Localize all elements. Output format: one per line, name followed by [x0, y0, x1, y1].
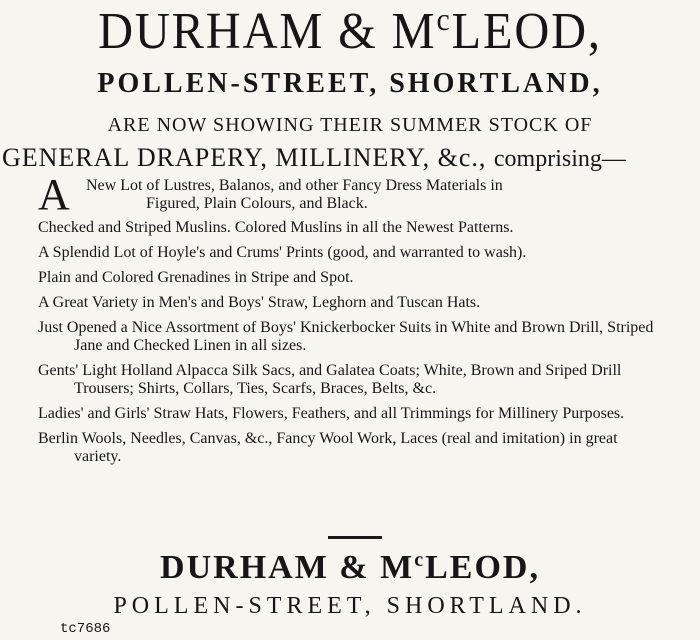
- stock-item-list: [38, 170, 668, 473]
- stock-item: [38, 170, 668, 219]
- stock-item-text: [38, 170, 668, 219]
- stock-item: Berlin Wools, Needles, Canvas, &c., Fancy Wool Work, Laces (real and imitation) in great variety.: [38, 430, 618, 465]
- footer-firm-name: [0, 547, 700, 589]
- firm-name-superscript: c: [436, 1, 452, 37]
- announcement-line: ARE NOW SHOWING THEIR SUMMER STOCK OF: [107, 114, 593, 136]
- divider-rule: [328, 536, 382, 539]
- stock-item: A Great Variety in Men's and Boys' Straw, Leghorn and Tuscan Hats.: [38, 294, 481, 311]
- stock-heading-tail: comprising—: [493, 146, 626, 172]
- footer-firm-superscript: c: [414, 549, 426, 571]
- reference-code: tc7686: [60, 621, 111, 637]
- firm-name-tail: LEOD,: [451, 3, 602, 60]
- drop-cap: A: [38, 170, 70, 219]
- stock-item: Checked and Striped Muslins. Colored Muslins in all the Newest Patterns.: [38, 219, 514, 236]
- stock-item: Plain and Colored Grenadines in Stripe and Spot.: [38, 269, 354, 286]
- footer-address: POLLEN-STREET, SHORTLAND.: [113, 593, 587, 619]
- stock-heading-main: GENERAL DRAPERY, MILLINERY, &c.,: [2, 143, 487, 172]
- footer-firm-main: DURHAM & M: [160, 549, 415, 586]
- footer-firm-tail: LEOD,: [425, 549, 540, 586]
- firm-name-heading: [25, 2, 676, 62]
- address-heading: POLLEN-STREET, SHORTLAND,: [97, 68, 603, 99]
- firm-name-main: DURHAM & M: [98, 3, 437, 60]
- stock-item-line: Figured, Plain Colours, and Black.: [146, 195, 368, 212]
- stock-item-line: New Lot of Lustres, Balanos, and other Fancy Dress Materials in: [86, 177, 503, 194]
- stock-item: Ladies' and Girls' Straw Hats, Flowers, Feathers, and all Trimmings for Millinery Purposes.: [38, 405, 625, 422]
- stock-item: A Splendid Lot of Hoyle's and Crums' Prints (good, and warranted to wash).: [38, 244, 527, 261]
- stock-item: Gents' Light Holland Alpacca Silk Sacs, and Galatea Coats; White, Brown and Sriped Drill Trousers; Shirts, Collars, Ties, Scarfs, Braces, Belts, &c.: [38, 362, 622, 397]
- stock-item: Just Opened a Nice Assortment of Boys' Knickerbocker Suits in White and Brown Drill, Striped Jane and Checked Linen in all sizes.: [38, 319, 654, 354]
- stock-heading: [2, 141, 700, 176]
